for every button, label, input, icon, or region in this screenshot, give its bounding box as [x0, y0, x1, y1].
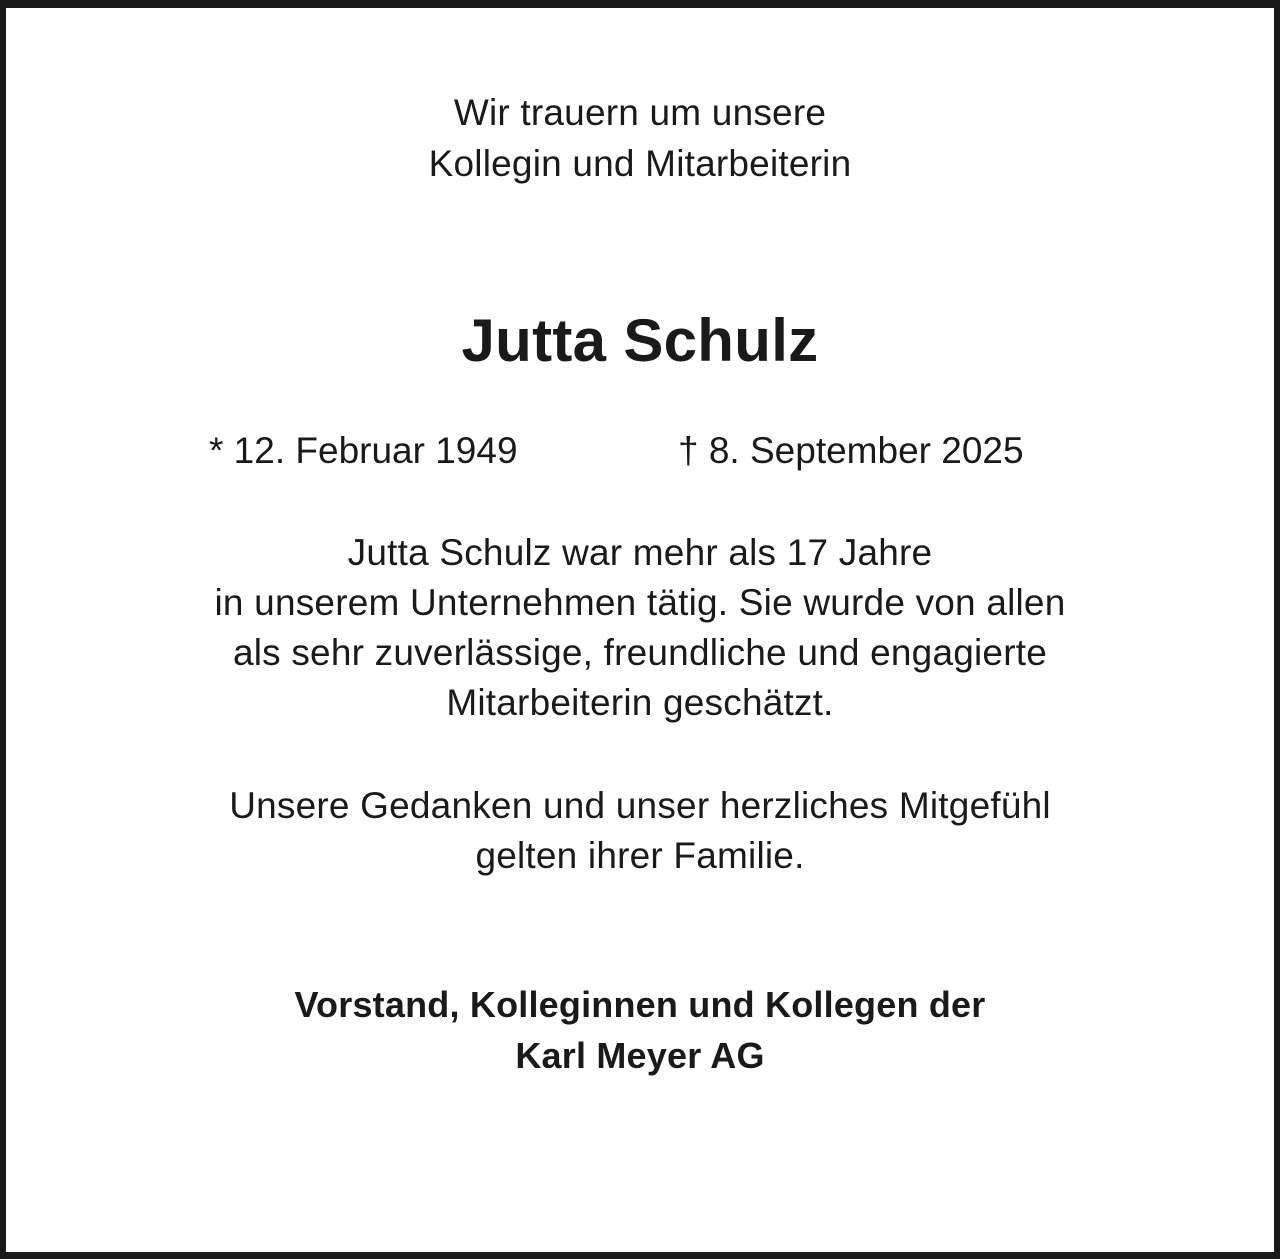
tribute-line-4: Mitarbeiterin geschätzt. [446, 682, 834, 723]
tribute-line-1: Jutta Schulz war mehr als 17 Jahre [347, 532, 933, 573]
condolence-line-2: gelten ihrer Familie. [475, 835, 805, 876]
tribute-line-2: in unserem Unternehmen tätig. Sie wurde von allen [214, 582, 1066, 623]
signature-line-2: Karl Meyer AG [515, 1035, 765, 1076]
signature-line-1: Vorstand, Kolleginnen und Kollegen der [294, 984, 986, 1025]
death-date: † 8. September 2025 [678, 430, 1024, 471]
condolence-line-1: Unsere Gedanken und unser herzliches Mitgefühl [229, 785, 1051, 826]
deceased-name: Jutta Schulz [461, 307, 819, 374]
intro-line-2: Kollegin und Mitarbeiterin [428, 143, 852, 184]
tribute-line-3: als sehr zuverlässige, freundliche und engagierte [232, 632, 1047, 673]
intro-line-1: Wir trauern um unsere [453, 92, 827, 133]
birth-date: * 12. Februar 1949 [209, 430, 518, 471]
